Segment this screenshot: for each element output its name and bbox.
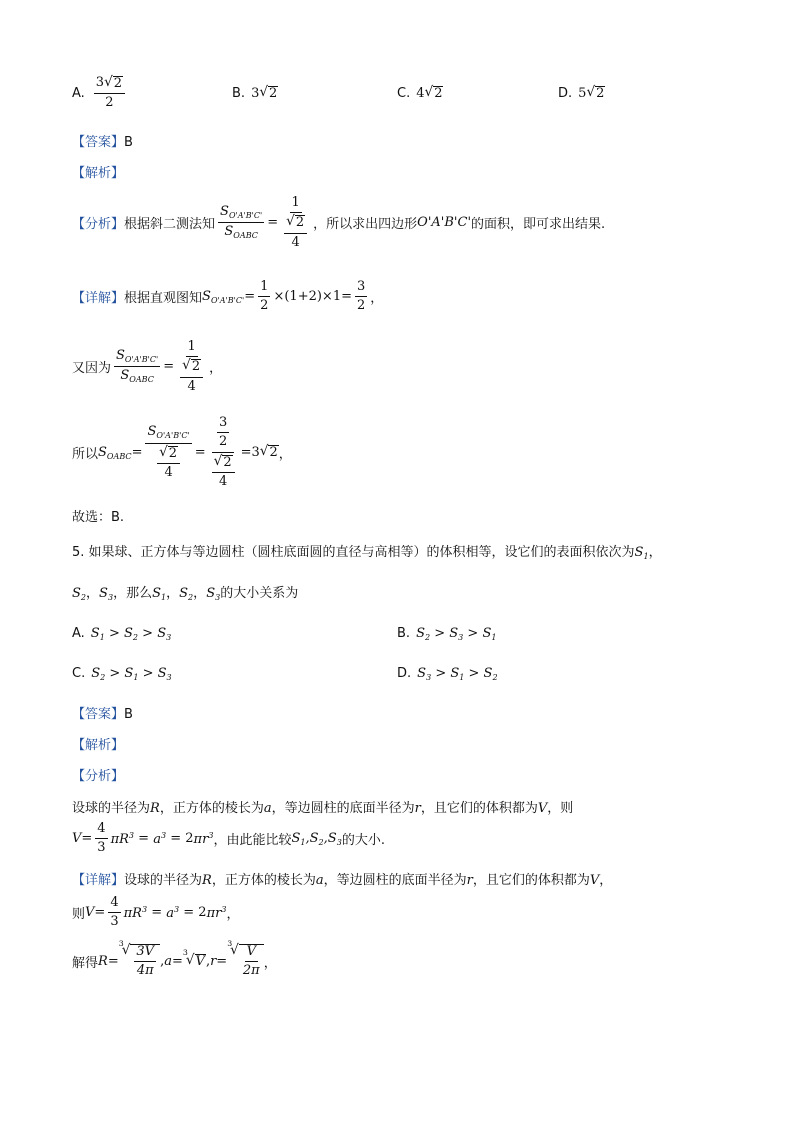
q5-fenxi-line1: 设球的半径为R，正方体的棱长为a，等边圆柱的底面半径为r，且它们的体积都为V，则 <box>72 801 574 816</box>
q5-fenxi-line2: V = $\frac{4}{3}$ $\pi R^3$ = $a^3$ = 2 $\pi r^3$ ，由此能比较 $S_1,S_2,S_3$ 的大小. <box>72 821 385 856</box>
q5-solve-line: 解得 R = 3 √ $\frac{3V}{4\pi}$ , a = 3 √ V , r = 3 √ $\frac{V}{2\pi}$ ， <box>72 938 277 979</box>
fraction: 3 √ 2 2 <box>94 76 125 111</box>
fenxi-line: 【分析】 根据斜二测法知 $\frac{S_{O'A'B'C'}}{S_{OABC}}$ = 1 √ 2 4 ，所以求出四边形 O'A'B'C' 的面积，即可求出结果. <box>72 195 606 250</box>
therefore-line: 所以 $S_{OABC}$ = $S_{O'A'B'C'}$ √ 2 4 = $\frac{3}{2}$ √ 2 4 =3 √ 2 ， <box>72 415 292 489</box>
q5-detail-line1: 【详解】设球的半径为R，正方体的棱长为a，等边圆柱的底面半径为r，且它们的体积都为V， <box>72 873 613 888</box>
because-line: 又因为 $\frac{S_{O'A'B'C'}}{S_{OABC}}$ = 1 √ 2 4 ， <box>72 339 223 394</box>
analysis-heading: 【解析】 <box>72 166 125 181</box>
q5-stem-line2: $S_2$，$S_3$，那么$S_1$，$S_2$，$S_3$的大小关系为 <box>72 586 299 602</box>
area-ratio: $\frac{S_{O'A'B'C'}}{S_{OABC}}$ <box>220 203 263 241</box>
q5-option-d: D. $S_3 > S_1 > S_2$ <box>397 666 498 682</box>
q5-fenxi-heading: 【分析】 <box>72 769 125 784</box>
q5-option-b: B. $S_2 > S_3 > S_1$ <box>397 626 497 642</box>
q5-option-c: C. $S_2 > S_1 > S_3$ <box>72 666 172 682</box>
option-c: C. 4 √ 2 <box>397 84 443 102</box>
option-b: B. 3 √ 2 <box>232 84 278 102</box>
q5-analysis-heading: 【解析】 <box>72 738 125 753</box>
q5-stem-line1: 5. 如果球、正方体与等边圆柱（圆柱底面圆的直径与高相等）的体积相等，设它们的表面积依次为$S_1$， <box>72 545 662 561</box>
choose-line: 故选：B. <box>72 510 125 525</box>
option-d: D. 5 √ 2 <box>558 84 605 102</box>
option-a <box>72 76 128 111</box>
q5-option-a: A. $S_1 > S_2 > S_3$ <box>72 626 172 642</box>
detail-line: 【详解】 根据直观图知 $S_{O'A'B'C'}$ = $\frac{1}{2}$ ×(1+2)×1= $\frac{3}{2}$ ， <box>72 279 384 314</box>
q5-answer-line: 【答案】B <box>72 707 133 722</box>
option-letter: A. <box>72 85 85 101</box>
q5-detail-line2: 则 V = $\frac{4}{3}$ $\pi R^3$ = $a^3$ = 2 $\pi r^3$ ， <box>72 895 240 930</box>
answer-line: 【答案】B <box>72 135 133 150</box>
